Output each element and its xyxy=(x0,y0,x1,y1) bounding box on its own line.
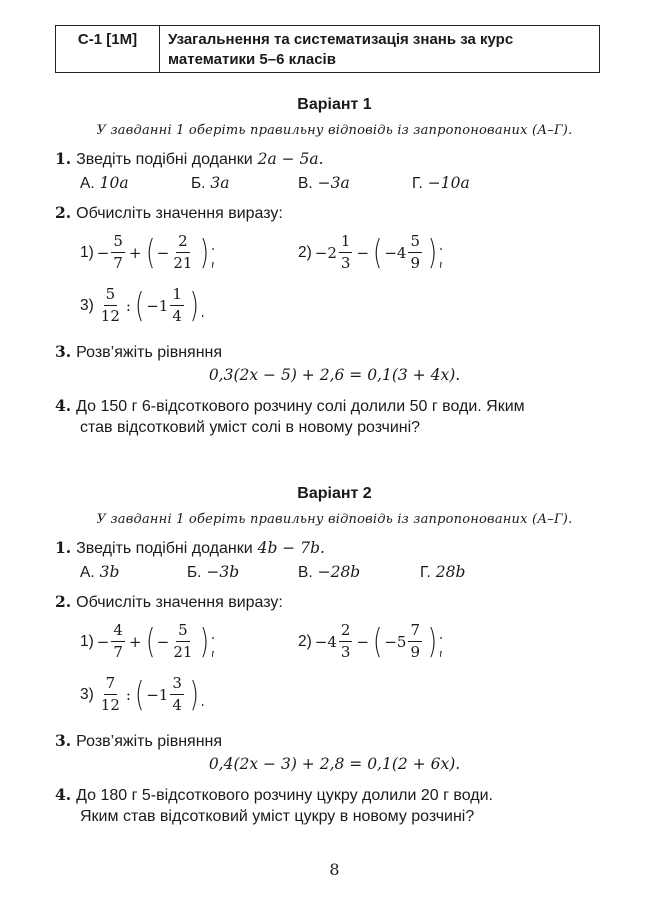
v1-expression-1: 1) − $\frac{5}{7}$ + ( − $\frac{2}{21}$ ); xyxy=(80,232,218,273)
v1-question-1: 1. Зведіть подібні доданки 2a − 5a. xyxy=(55,149,324,168)
v2-question-2: 2. Обчисліть значення виразу: xyxy=(55,592,283,611)
v2-option-g: Г. 28b xyxy=(420,563,466,581)
v1-option-g: Г. −10a xyxy=(412,174,470,192)
section-title xyxy=(160,26,599,72)
v1-option-b: Б. 3a xyxy=(191,174,230,192)
v2-question-1: 1. Зведіть подібні доданки 4b − 7b. xyxy=(55,538,325,557)
section-code: С-1 [1М] xyxy=(56,26,160,72)
v1-equation: 0,3(2x − 5) + 2,6 = 0,1(3 + 4x). xyxy=(208,366,461,384)
variant-2-instruction: У завданні 1 оберіть правильну відповідь із запропонованих (А–Г). xyxy=(96,512,573,527)
v1-expression-2: 2) − 2 $\frac{1}{3}$ − ( − 4 $\frac{5}{9}$ ); xyxy=(298,232,446,273)
v2-option-a: А. 3b xyxy=(80,563,120,581)
v2-equation: 0,4(2x − 3) + 2,8 = 0,1(2 + 6x). xyxy=(208,755,461,773)
v1-expression-3: 3) $\frac{5}{12}$ : ( − 1 $\frac{1}{4}$ ). xyxy=(80,285,207,326)
v2-expression-3: 3) $\frac{7}{12}$ : ( − 1 $\frac{3}{4}$ ). xyxy=(80,674,207,715)
v1-question-4: 4. До 150 г 6-відсоткового розчину солі долили 50 г води. Яким став відсотковий уміст солі в новому розчині? xyxy=(55,396,525,436)
v2-option-v: В. −28b xyxy=(298,563,361,581)
v1-question-3: 3. Розв’яжіть рівняння xyxy=(55,342,223,361)
v2-option-b: Б. −3b xyxy=(187,563,240,581)
header-box xyxy=(55,25,600,73)
v1-question-2: 2. Обчисліть значення виразу: xyxy=(55,203,283,222)
v1-option-a: А. 10a xyxy=(80,174,129,192)
variant-1-instruction: У завданні 1 оберіть правильну відповідь із запропонованих (А–Г). xyxy=(96,123,573,138)
v2-question-4: 4. До 180 г 5-відсоткового розчину цукру долили 20 г води. Яким став відсотковий уміст цукру в новому розчині? xyxy=(55,785,493,825)
v2-expression-2: 2) − 4 $\frac{2}{3}$ − ( − 5 $\frac{7}{9}$ ); xyxy=(298,621,446,662)
variant-1-title: Варіант 1 xyxy=(297,96,372,113)
variant-2-title: Варіант 2 xyxy=(297,485,372,502)
section-title-line2: математики 5–6 класів xyxy=(168,51,336,68)
v2-expression-1: 1) − $\frac{4}{7}$ + ( − $\frac{5}{21}$ ); xyxy=(80,621,218,662)
v2-question-3: 3. Розв’яжіть рівняння xyxy=(55,731,223,750)
v1-option-v: В. −3a xyxy=(298,174,350,192)
page-number: 8 xyxy=(329,860,340,879)
section-title-line1: Узагальнення та систематизація знань за курс xyxy=(168,31,514,48)
